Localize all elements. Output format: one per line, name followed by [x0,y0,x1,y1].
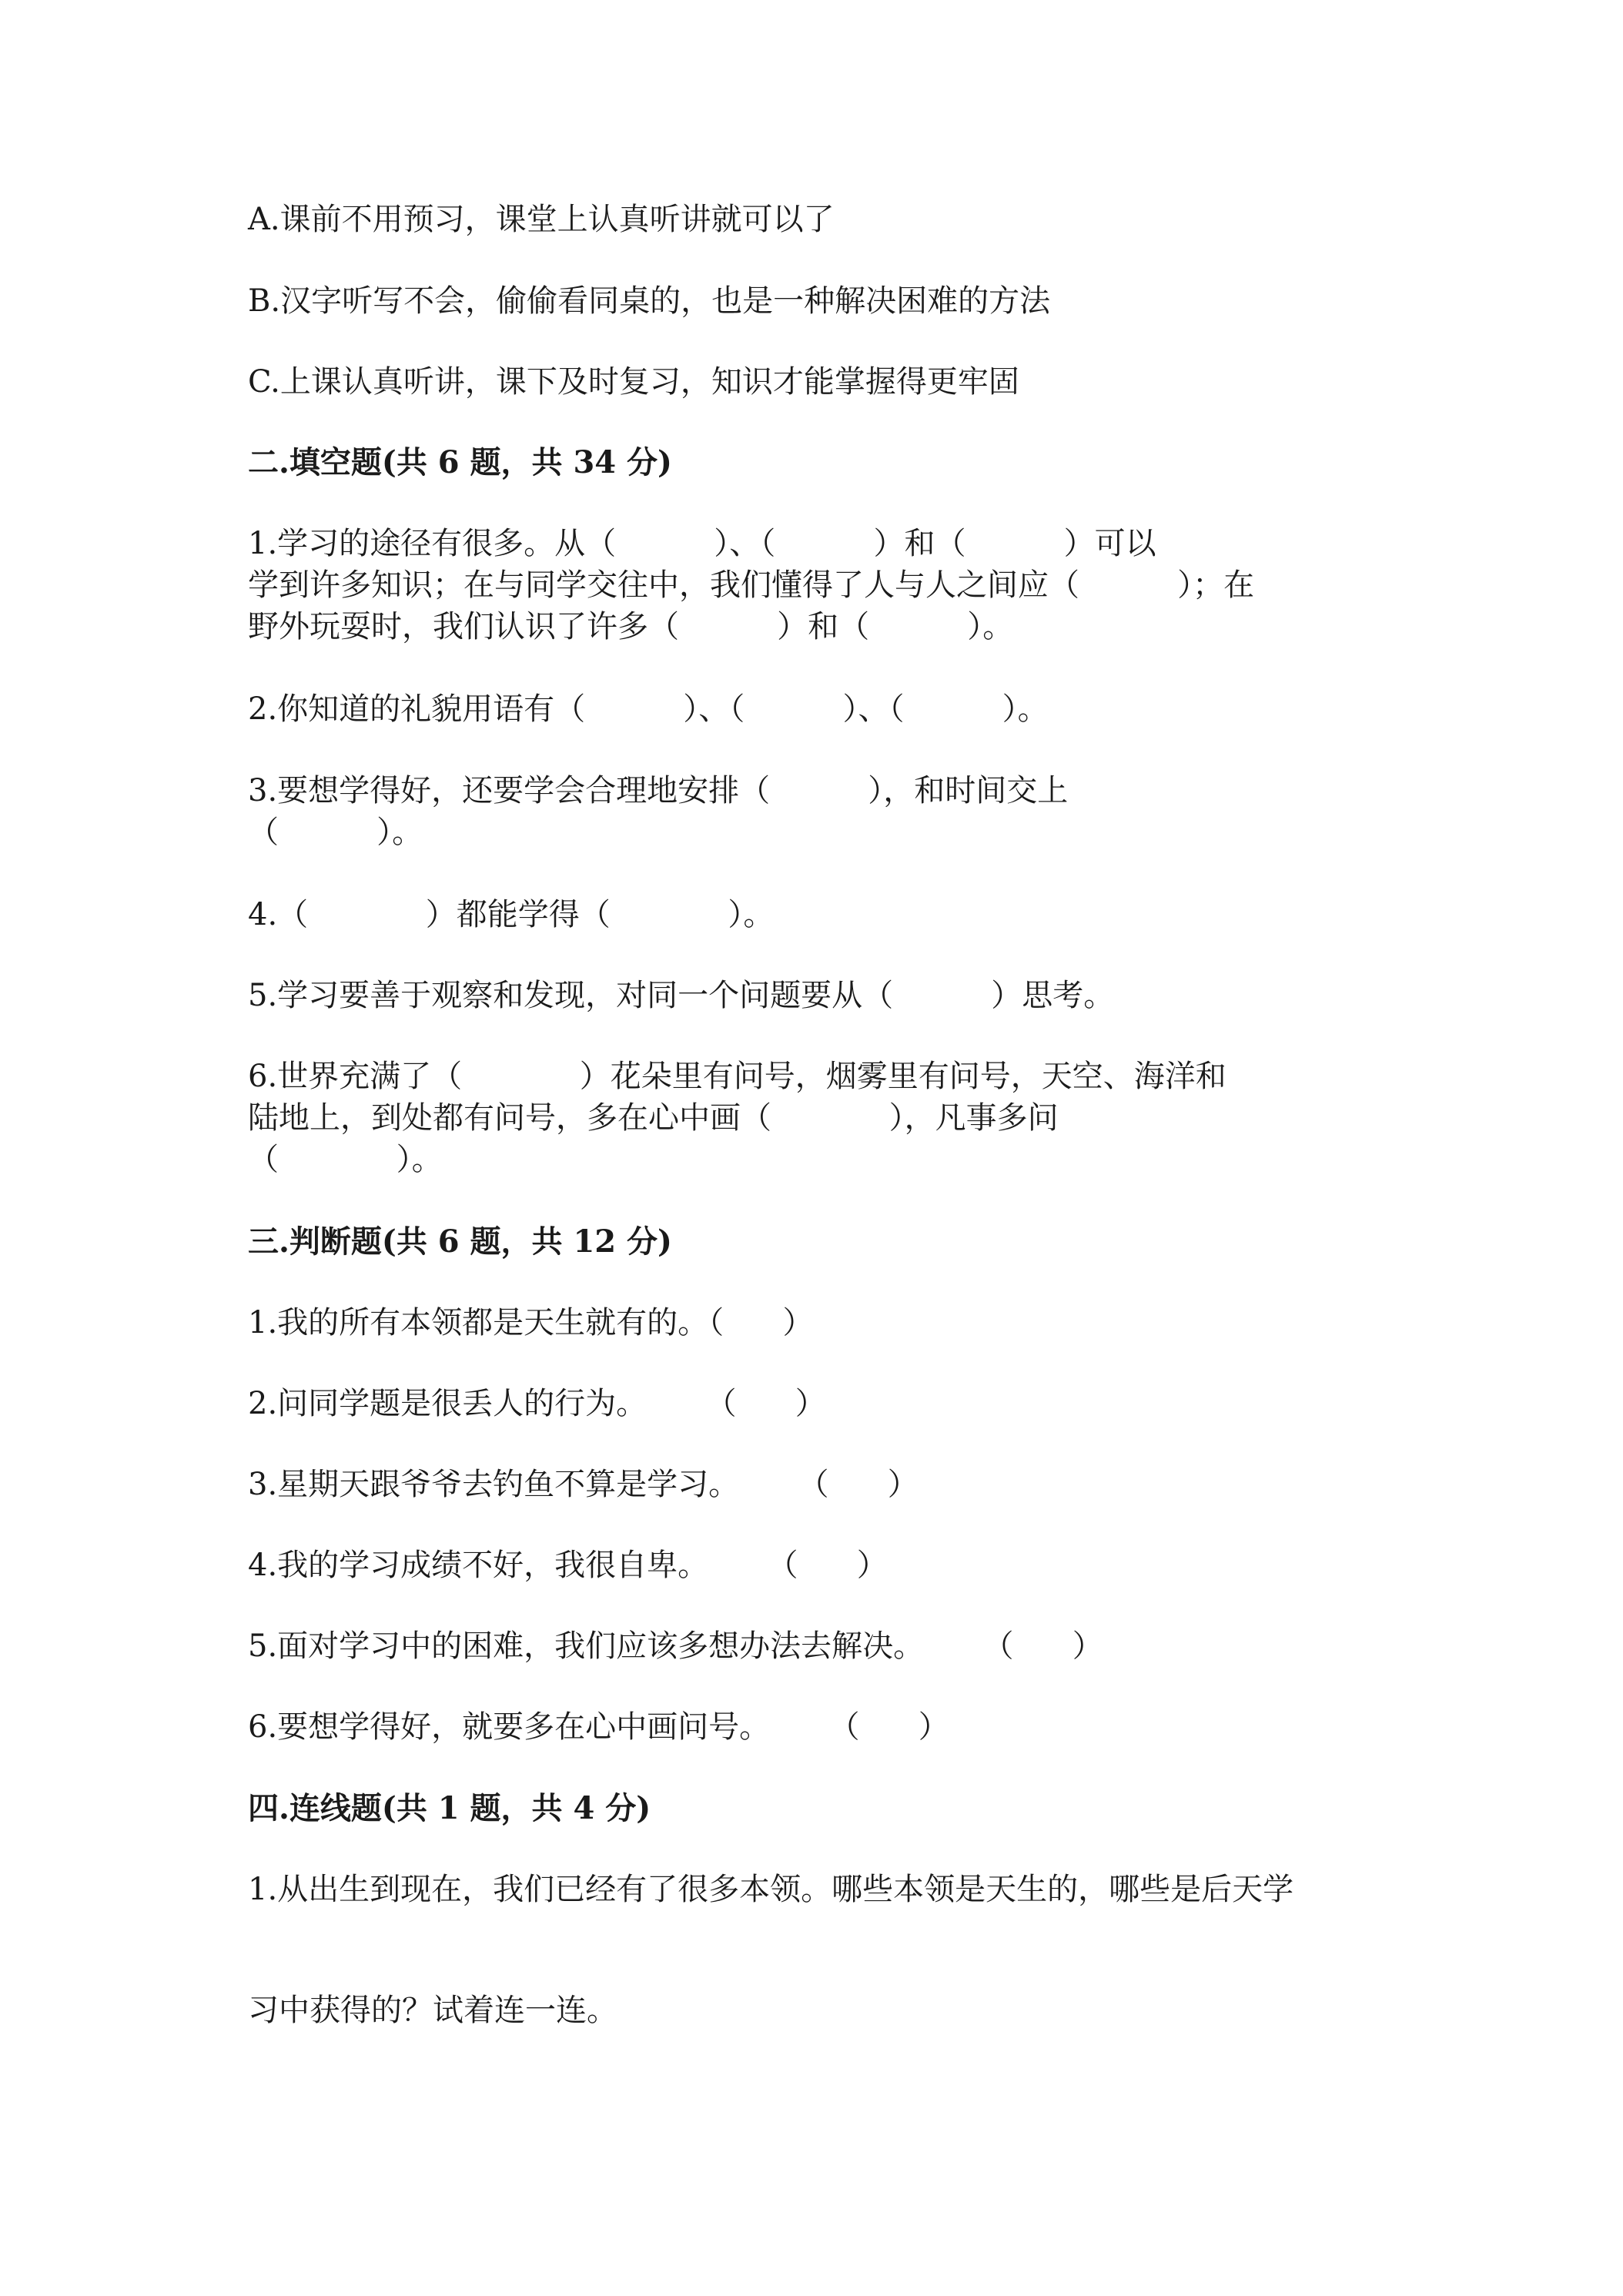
fill-q3-line2: （ ）。 [248,815,423,850]
section4-heading: 四.连线题(共 1 题，共 4 分) [248,1790,651,1826]
judge-q2: 2.问同学题是很丢人的行为。 （ ） [248,1386,826,1421]
fill-q6-line1: 6.世界充满了（ ）花朵里有问号，烟雾里有问号，天空、海洋和 [248,1059,1226,1094]
option-b: B.汉字听写不会，偷偷看同桌的，也是一种解决困难的方法 [248,283,1051,319]
match-q1-line1: 1.从出生到现在，我们已经有了很多本领。哪些本领是天生的，哪些是后天学 [248,1872,1294,1907]
fill-q1-line1: 1.学习的途径有很多。从（ ）、（ ）和（ ）可以 [248,526,1156,561]
fill-q6-line3: （ ）。 [248,1142,443,1177]
fill-q3-line1: 3.要想学得好，还要学会合理地安排（ ），和时间交上 [248,773,1069,808]
judge-q4: 4.我的学习成绩不好，我很自卑。 （ ） [248,1548,888,1583]
section3-heading: 三.判断题(共 6 题，共 12 分) [248,1223,672,1260]
judge-q5: 5.面对学习中的困难，我们应该多想办法去解决。 （ ） [248,1628,1103,1664]
option-c: C.上课认真听讲，课下及时复习，知识才能掌握得更牢固 [248,364,1019,400]
fill-q5: 5.学习要善于观察和发现，对同一个问题要从（ ）思考。 [248,978,1115,1013]
fill-q6-line2: 陆地上，到处都有问号，多在心中画（ ），凡事多问 [248,1100,1059,1136]
option-a: A.课前不用预习，课堂上认真听讲就可以了 [248,202,835,237]
judge-q3: 3.星期天跟爷爷去钓鱼不算是学习。 （ ） [248,1467,919,1502]
fill-q2: 2.你知道的礼貌用语有（ ）、（ ）、（ ）。 [248,691,1049,727]
match-q1-line2: 习中获得的？试着连一连。 [248,1993,617,2028]
fill-q1-line3: 野外玩耍时，我们认识了许多（ ）和（ ）。 [248,609,1014,644]
fill-q1-line2: 学到许多知识；在与同学交往中，我们懂得了人与人之间应（ ）；在 [248,567,1255,603]
fill-q4: 4.（ ）都能学得（ ）。 [248,897,775,932]
judge-q6: 6.要想学得好，就要多在心中画问号。 （ ） [248,1709,949,1745]
judge-q1: 1.我的所有本领都是天生就有的。（ ） [248,1305,814,1340]
section2-heading: 二.填空题(共 6 题，共 34 分) [248,444,672,480]
